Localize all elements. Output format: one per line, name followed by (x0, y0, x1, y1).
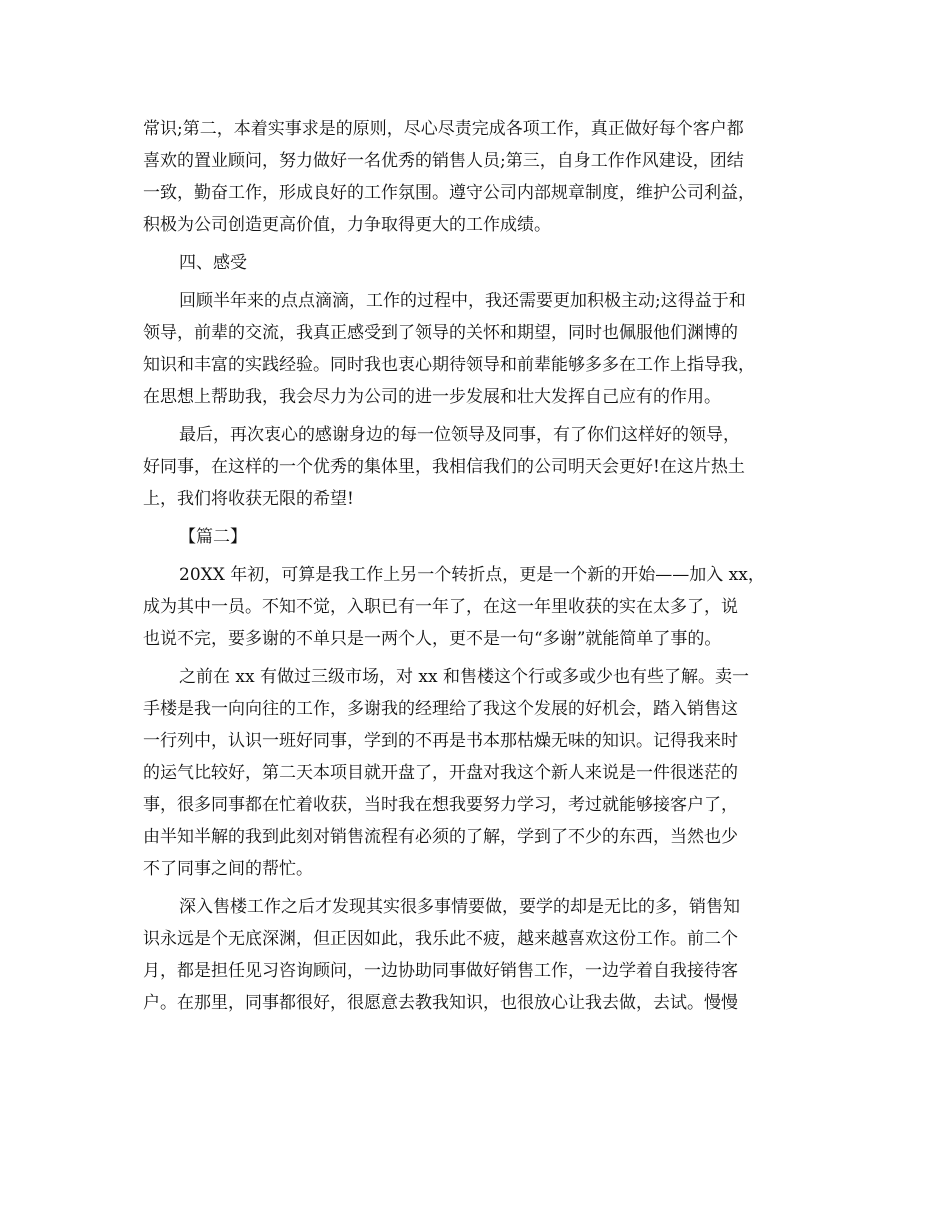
text-line: 好同事，在这样的一个优秀的集体里，我相信我们的公司明天会更好!在这片热土 (143, 457, 745, 477)
paragraph (143, 661, 807, 885)
text-line: 也说不完，要多谢的不单只是一两个人，更不是一句“多谢”就能简单了事的。 (143, 629, 722, 649)
text-line: 知识和丰富的实践经验。同时我也衷心期待领导和前辈能够多多在工作上指导我， (143, 355, 755, 375)
text-line: 的运气比较好，第二天本项目就开盘了，开盘对我这个新人来说是一件很迷茫的 (143, 763, 738, 783)
text-line: 成为其中一员。不知不觉，入职已有一年了，在这一年里收获的实在太多了，说 (143, 597, 738, 617)
text-line: 事，很多同事都在忙着收获，当时我在想我要努力学习，考过就能够接客户了， (143, 795, 738, 815)
document-body (143, 113, 807, 1019)
text-line: 领导，前辈的交流，我真正感受到了领导的关怀和期望，同时也佩服他们渊博的 (143, 323, 738, 343)
paragraph (143, 559, 807, 655)
text-line: 之前在 xx 有做过三级市场，对 xx 和售楼这个行或多或少也有些了解。卖一 (179, 667, 749, 687)
text-line: 月，都是担任见习咨询顾问，一边协助同事做好销售工作，一边学着自我接待客 (143, 961, 738, 981)
text-line: 最后，再次衷心的感谢身边的每一位领导及同事，有了你们这样好的领导， (179, 425, 740, 445)
text-line: 在思想上帮助我，我会尽力为公司的进一步发展和壮大发挥自己应有的作用。 (143, 387, 721, 407)
text-line: 一行列中，认识一班好同事，学到的不再是书本那枯燥无味的知识。记得我来时 (143, 731, 738, 751)
paragraph (143, 419, 807, 515)
text-line: 由半知半解的我到此刻对销售流程有必须的了解，学到了不少的东西，当然也少 (143, 827, 738, 847)
text-line: 回顾半年来的点点滴滴，工作的过程中，我还需要更加积极主动;这得益于和 (179, 291, 746, 311)
text-line: 喜欢的置业顾问，努力做好一名优秀的销售人员;第三，自身工作作风建设，团结 (143, 151, 744, 171)
text-line: 识永远是个无底深渊，但正因如此，我乐此不疲，越来越喜欢这份工作。前二个 (143, 929, 738, 949)
section-heading: 四、感受 (179, 253, 247, 273)
paragraph (143, 891, 807, 1019)
text-line: 户。在那里，同事都很好，很愿意去教我知识，也很放心让我去做，去试。慢慢 (143, 993, 738, 1013)
text-line: 常识;第二，本着实事求是的原则，尽心尽责完成各项工作，真正做好每个客户都 (143, 119, 744, 139)
text-line: 20XX 年初，可算是我工作上另一个转折点，更是一个新的开始——加入 xx， (179, 565, 765, 585)
text-line: 积极为公司创造更高价值，力争取得更大的工作成绩。 (143, 215, 551, 235)
text-line: 一致，勤奋工作，形成良好的工作氛围。遵守公司内部规章制度，维护公司利益， (143, 183, 755, 203)
section-heading: 【篇二】 (179, 527, 247, 547)
paragraph (143, 113, 807, 241)
paragraph (143, 285, 807, 413)
text-line: 不了同事之间的帮忙。 (143, 859, 313, 879)
text-line: 深入售楼工作之后才发现其实很多事情要做，要学的却是无比的多，销售知 (179, 897, 740, 917)
text-line: 手楼是我一向向往的工作，多谢我的经理给了我这个发展的好机会，踏入销售这 (143, 699, 738, 719)
text-line: 上，我们将收获无限的希望! (143, 489, 354, 509)
